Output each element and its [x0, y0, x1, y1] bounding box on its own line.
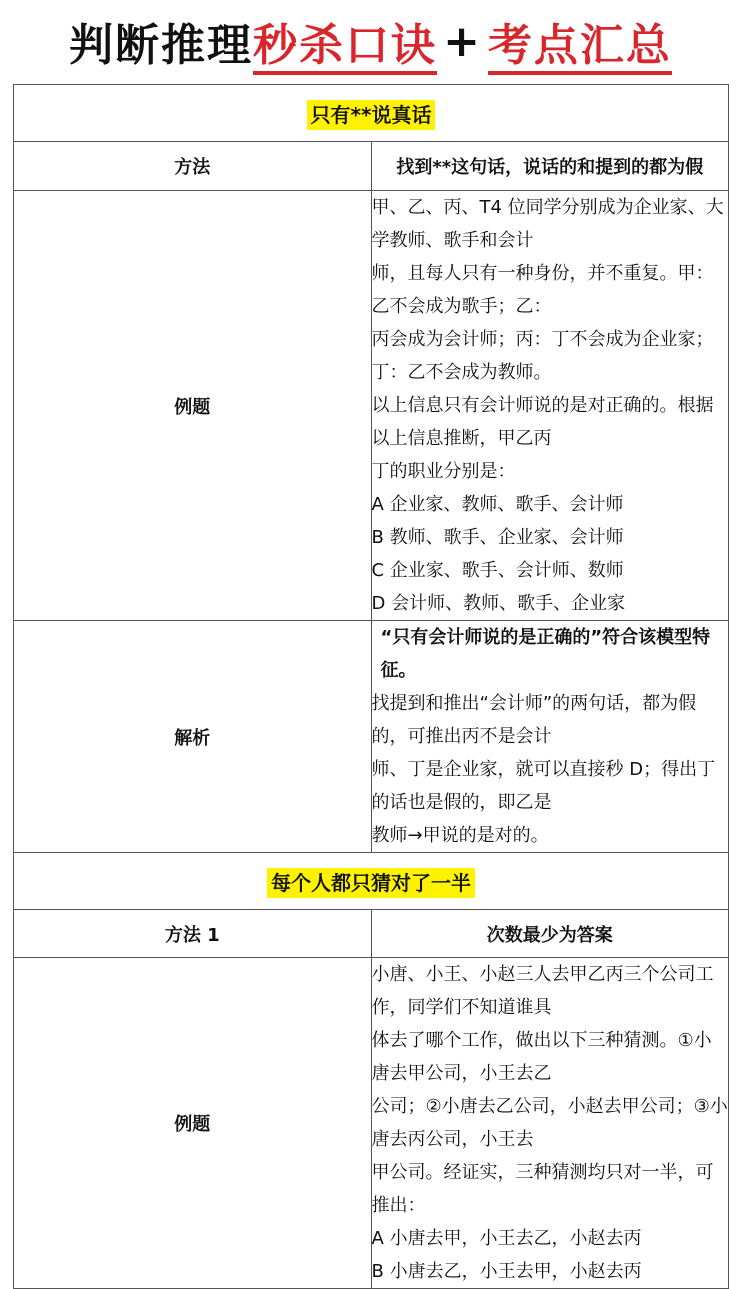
analysis-key-sentence: “只有会计师说的是正确的”符合该模型特征。 — [380, 627, 711, 681]
example-line: 甲、乙、丙、T4 位同学分别成为企业家、大学教师、歌手和会计 — [371, 197, 724, 251]
analysis-line: 找提到和推出“会计师”的两句话，都为假的，可推出丙不是会计 — [371, 693, 697, 747]
title-part-3: 考点汇总 — [488, 9, 672, 73]
option-2-a: A 小唐去甲，小王去乙，小赵去丙 — [371, 1228, 642, 1249]
method-text: 找到**这句话，说话的和提到的都为假 — [371, 142, 729, 191]
analysis-line: 师、丁是企业家，就可以直接秒 D；得出丁的话也是假的，即乙是 — [371, 759, 716, 813]
option-2-b: B 小唐去乙，小王去甲，小赵去丙 — [371, 1261, 642, 1282]
example-line: 以上信息只有会计师说的是对正确的。根据以上信息推断，甲乙丙 — [371, 395, 714, 449]
section-1-heading: 只有**说真话 — [307, 100, 436, 130]
method-1-text: 次数最少为答案 — [371, 910, 729, 958]
example-line: 丁的职业分别是： — [371, 461, 516, 482]
example-2-line: 小唐、小王、小赵三人去甲乙丙三个公司工作，同学们不知道谁具 — [371, 964, 714, 1018]
example-2-line: 体去了哪个工作，做出以下三种猜测。①小唐去甲公司，小王去乙 — [371, 1030, 712, 1084]
content-table — [13, 84, 729, 1289]
section-1-heading-cell — [14, 85, 729, 142]
page-title — [0, 0, 741, 82]
title-part-1: 判断推理 — [69, 20, 254, 71]
example-2-label: 例题 — [14, 958, 372, 1289]
analysis-body — [371, 621, 729, 853]
example-2-line: 公司；②小唐去乙公司，小赵去甲公司；③小唐去丙公司，小王去 — [371, 1096, 728, 1150]
example-line: 丙会成为会计师；丙：丁不会成为企业家；丁：乙不会成为教师。 — [371, 329, 714, 383]
section-2-heading: 每个人都只猜对了一半 — [267, 868, 475, 898]
option-c: C 企业家、歌手、会计师、数师 — [371, 560, 624, 581]
example-line: 师，且每人只有一种身份，并不重复。甲：乙不会成为歌手；乙： — [371, 263, 714, 317]
example-2-line: 甲公司。经证实，三种猜测均只对一半，可推出： — [371, 1162, 714, 1216]
example-body — [371, 191, 729, 621]
example-2-body — [371, 958, 729, 1289]
option-a: A 企业家、教师、歌手、会计师 — [371, 494, 624, 515]
option-d: D 会计师、教师、歌手、企业家 — [371, 593, 626, 614]
method-label: 方法 — [14, 142, 372, 191]
title-plus: + — [443, 15, 482, 67]
method-1-label: 方法 1 — [14, 910, 372, 958]
section-2-heading-cell — [14, 853, 729, 910]
title-part-2: 秒杀口诀 — [253, 9, 437, 73]
analysis-line: 教师→甲说的是对的。 — [371, 825, 549, 846]
analysis-label: 解析 — [14, 621, 372, 853]
example-label: 例题 — [14, 191, 372, 621]
option-b: B 教师、歌手、企业家、会计师 — [371, 527, 624, 548]
